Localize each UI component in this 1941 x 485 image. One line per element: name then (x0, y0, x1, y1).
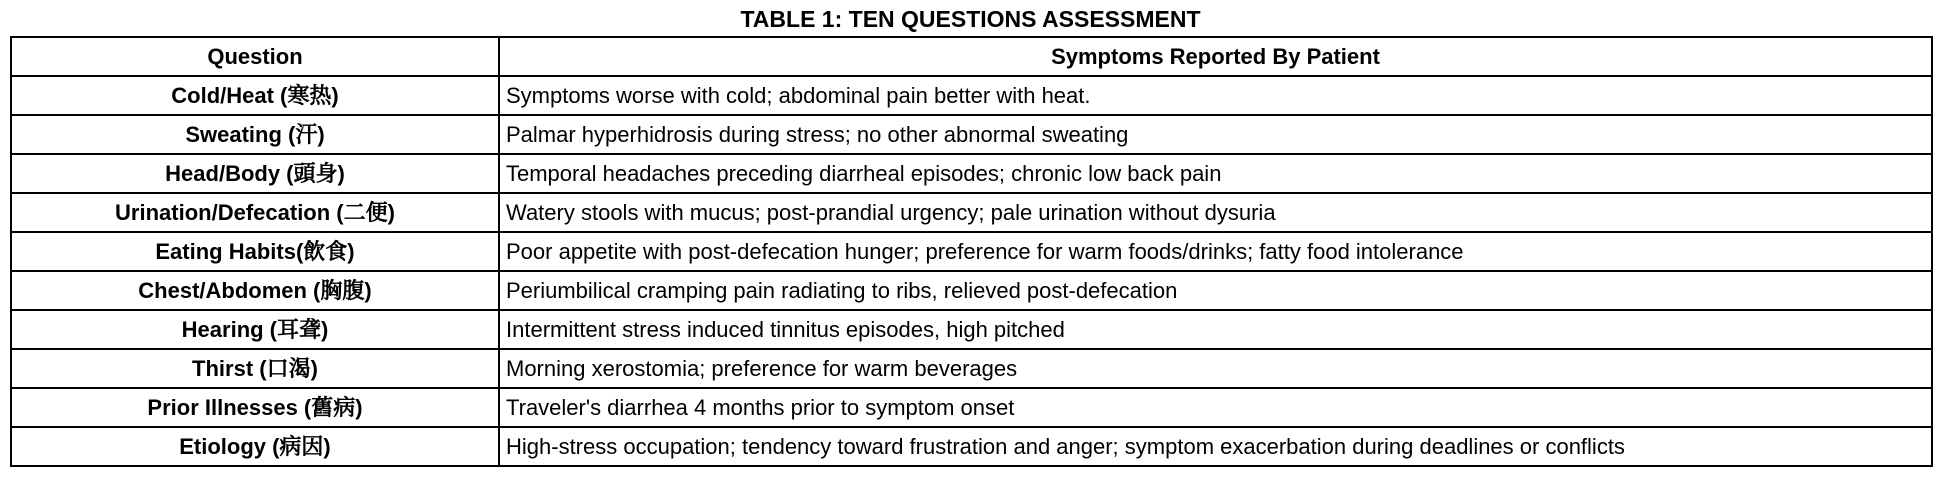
table-row (11, 154, 1932, 193)
symptoms-cell: Palmar hyperhidrosis during stress; no other abnormal sweating (499, 115, 1932, 154)
question-cell: Cold/Heat (寒热) (11, 76, 499, 115)
symptoms-cell: High-stress occupation; tendency toward frustration and anger; symptom exacerbation during deadlines or conflicts (499, 427, 1932, 466)
column-header-question: Question (11, 37, 499, 76)
table-row (11, 349, 1932, 388)
table-row (11, 271, 1932, 310)
symptoms-cell: Watery stools with mucus; post-prandial urgency; pale urination without dysuria (499, 193, 1932, 232)
question-cell: Etiology (病因) (11, 427, 499, 466)
question-cell: Prior Illnesses (舊病) (11, 388, 499, 427)
table-row (11, 76, 1932, 115)
question-cell: Eating Habits(飲食) (11, 232, 499, 271)
symptoms-cell: Morning xerostomia; preference for warm beverages (499, 349, 1932, 388)
symptoms-cell: Temporal headaches preceding diarrheal episodes; chronic low back pain (499, 154, 1932, 193)
table-row (11, 193, 1932, 232)
symptoms-cell: Intermittent stress induced tinnitus episodes, high pitched (499, 310, 1932, 349)
symptoms-cell: Traveler's diarrhea 4 months prior to symptom onset (499, 388, 1932, 427)
question-cell: Thirst (口渴) (11, 349, 499, 388)
table-row (11, 232, 1932, 271)
column-header-symptoms: Symptoms Reported By Patient (499, 37, 1932, 76)
question-cell: Chest/Abdomen (胸腹) (11, 271, 499, 310)
table-title: TABLE 1: TEN QUESTIONS ASSESSMENT (740, 6, 1201, 32)
table-row (11, 427, 1932, 466)
table-row (11, 115, 1932, 154)
question-cell: Head/Body (頭身) (11, 154, 499, 193)
symptoms-cell: Poor appetite with post-defecation hunger; preference for warm foods/drinks; fatty food intolerance (499, 232, 1932, 271)
question-cell: Sweating (汗) (11, 115, 499, 154)
table-row (11, 310, 1932, 349)
question-cell: Urination/Defecation (二便) (11, 193, 499, 232)
ten-questions-table (10, 36, 1933, 467)
question-cell: Hearing (耳聋) (11, 310, 499, 349)
symptoms-cell: Periumbilical cramping pain radiating to ribs, relieved post-defecation (499, 271, 1932, 310)
symptoms-cell: Symptoms worse with cold; abdominal pain better with heat. (499, 76, 1932, 115)
table-row (11, 388, 1932, 427)
table-header-row (11, 37, 1932, 76)
